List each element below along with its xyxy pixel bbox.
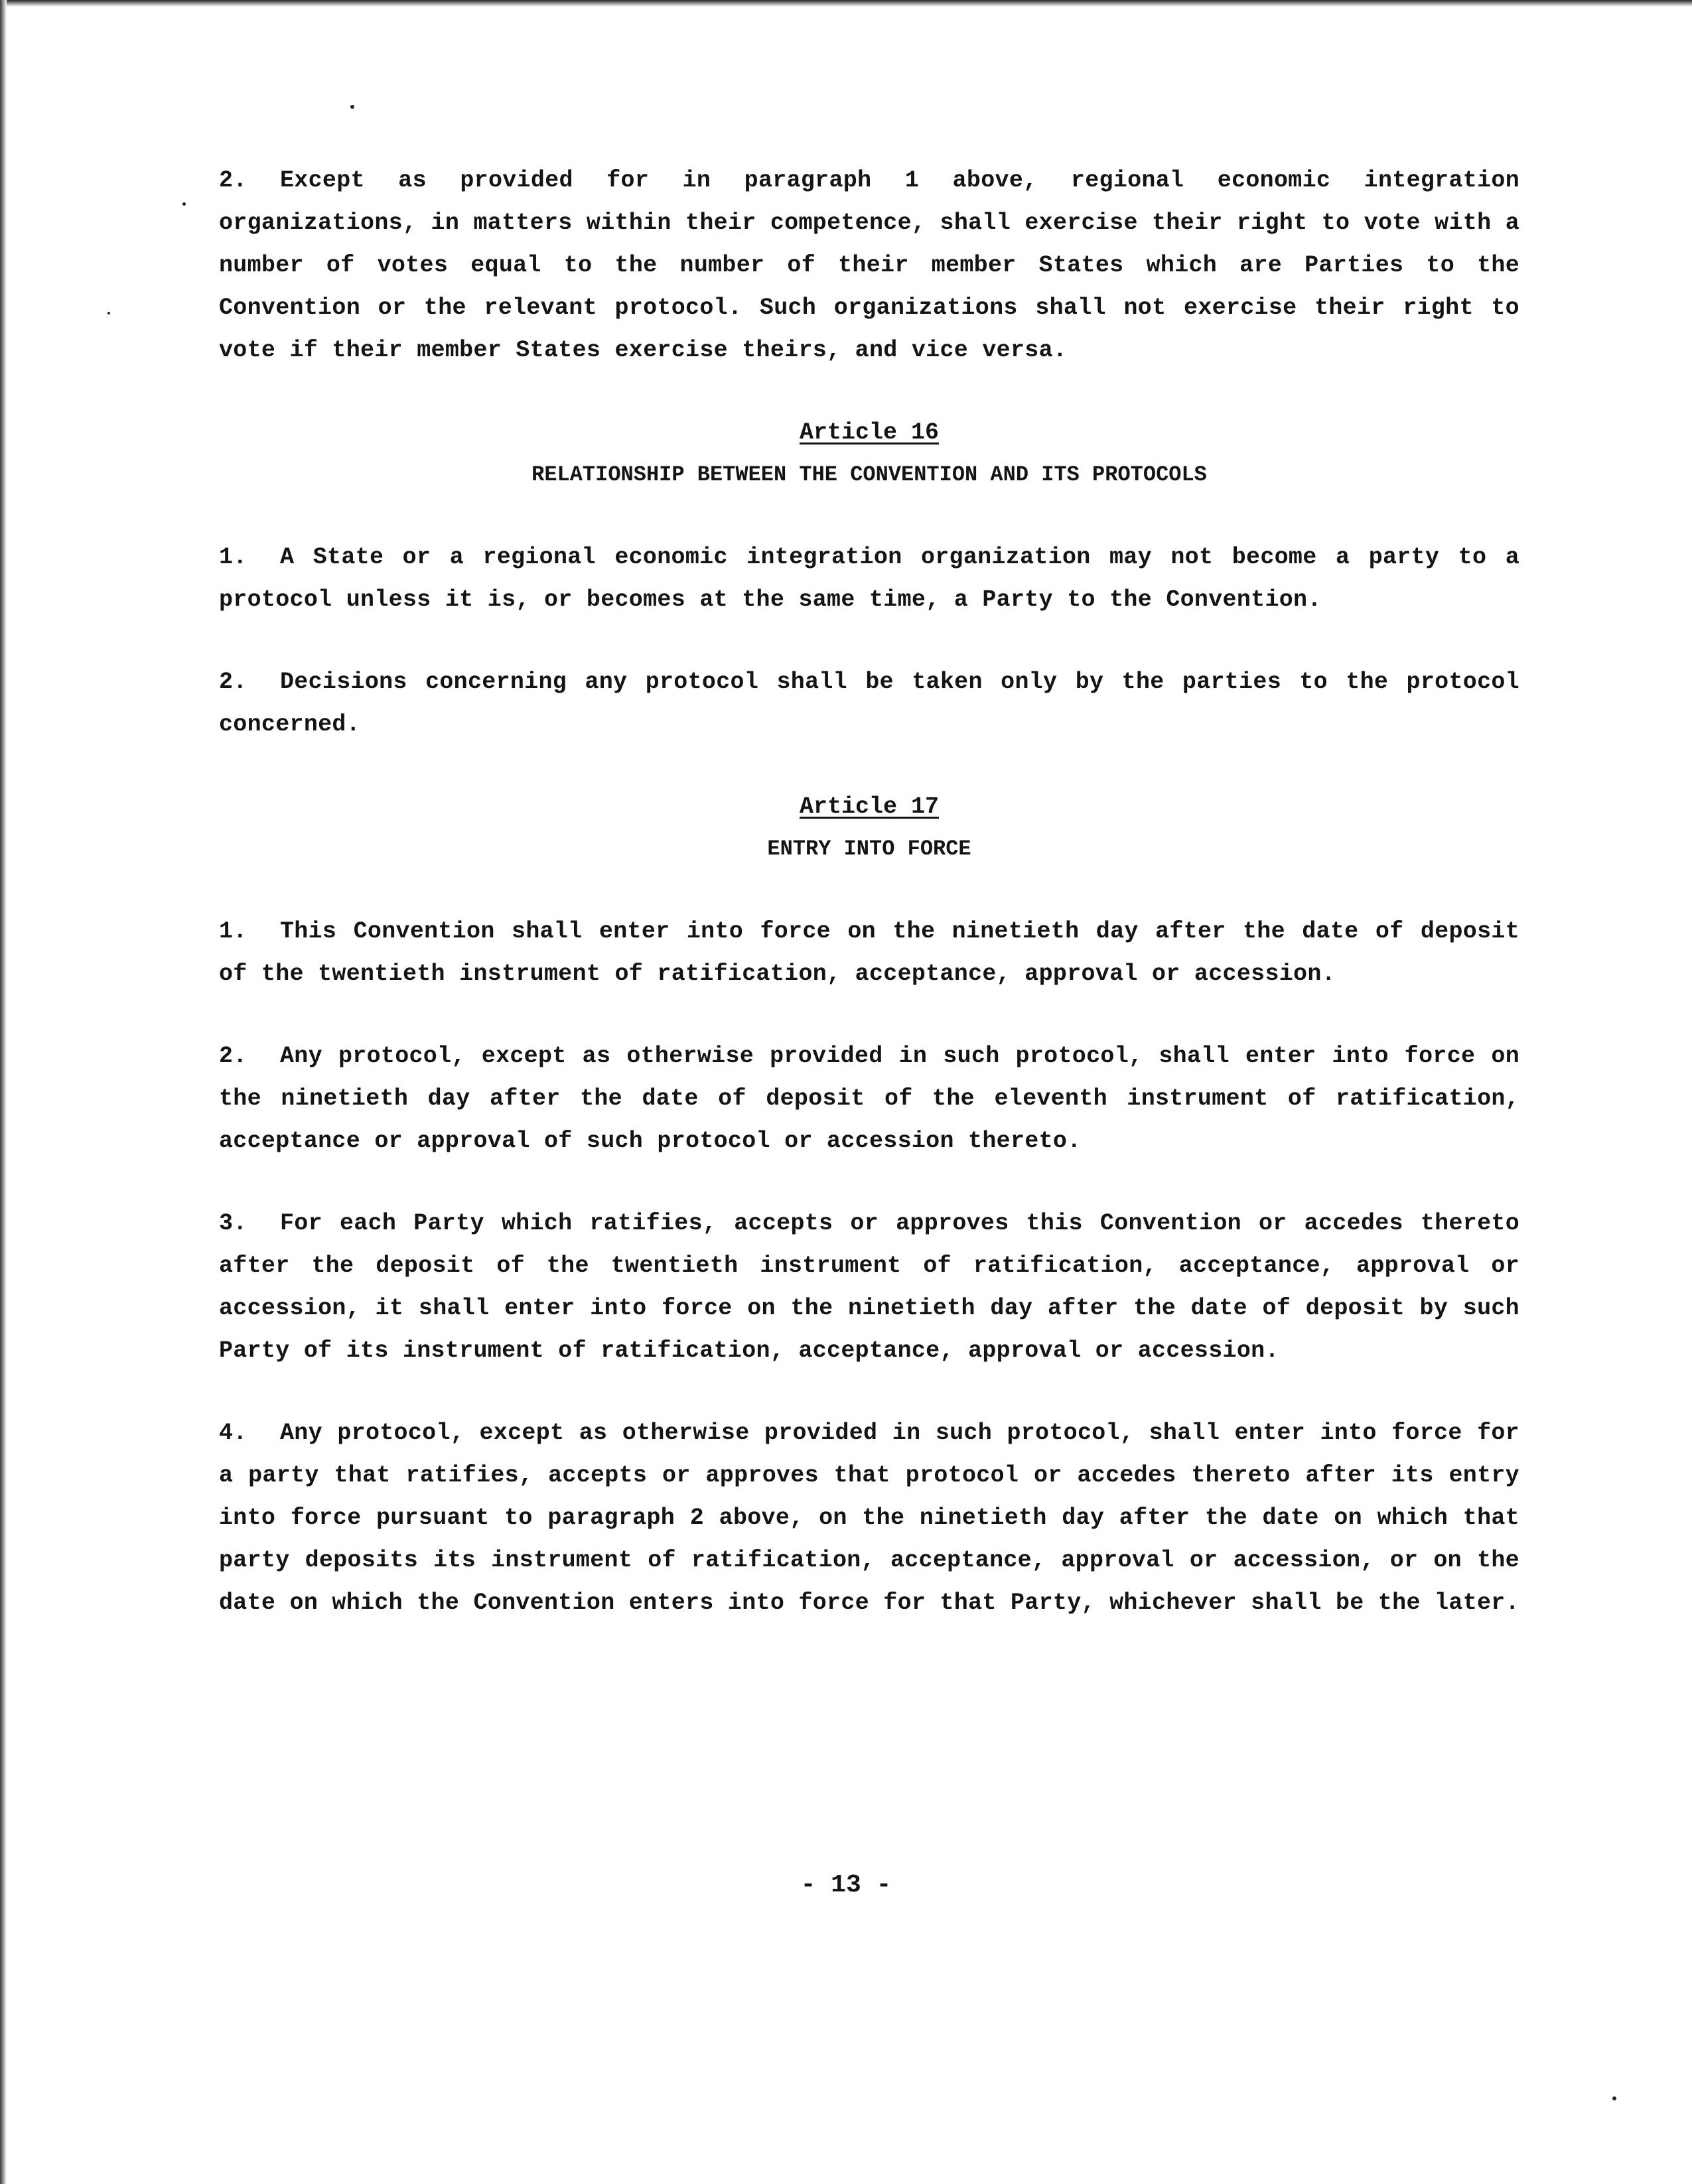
- scan-speck: [350, 105, 354, 109]
- paragraph-number: 2.: [219, 1043, 247, 1069]
- article-16-paragraph-1: [219, 536, 1519, 621]
- paragraph-text: Except as provided for in paragraph 1 above, regional economic integration organizations, in matters within their competence, shall exercise their right to vote with a number of votes equal to the number of their member States which are Parties to the Convention or the relevant protocol. Such organizations shall not exercise their right to vote if their member States exercise theirs, and vice versa.: [219, 167, 1519, 364]
- scan-speck: [182, 202, 186, 206]
- scan-speck: [107, 312, 110, 314]
- article-16-title: Article 16: [799, 419, 940, 446]
- paragraph-number: 2.: [219, 669, 247, 695]
- paragraph-text: Decisions concerning any protocol shall be taken only by the parties to the protocol concerned.: [219, 669, 1519, 738]
- paragraph-text: A State or a regional economic integration organization may not become a party to a protocol unless it is, or becomes at the same time, a Party to the Convention.: [219, 544, 1519, 613]
- article-17-heading: [219, 785, 1519, 828]
- article-16-heading: [219, 411, 1519, 454]
- document-page: [219, 159, 1519, 1664]
- article-16-subtitle: RELATIONSHIP BETWEEN THE CONVENTION AND ITS PROTOCOLS: [531, 462, 1207, 487]
- article-15-paragraph-2: [219, 159, 1519, 372]
- page-number: - 13 -: [800, 1871, 892, 1899]
- scan-edge-left: [0, 0, 7, 2184]
- paragraph-number: 2.: [219, 167, 247, 194]
- scan-edge-top: [0, 0, 1692, 7]
- article-17-paragraph-4: [219, 1412, 1519, 1624]
- paragraph-text: This Convention shall enter into force on the ninetieth day after the date of deposit of the twentieth instrument of ratification, acceptance, approval or accession.: [219, 918, 1519, 987]
- paragraph-number: 1.: [219, 544, 247, 571]
- paragraph-text: Any protocol, except as otherwise provided in such protocol, shall enter into force for a party that ratifies, accepts or approves that protocol or accedes thereto after its entry into force pursuant to paragraph 2 above, on the ninetieth day after the date on which that party deposits its instrument of ratification, acceptance, approval or accession, or on the date on which the Convention enters into force for that Party, whichever shall be the later.: [219, 1420, 1519, 1616]
- article-17-title: Article 17: [799, 793, 940, 820]
- article-17-paragraph-2: [219, 1035, 1519, 1162]
- paragraph-number: 3.: [219, 1210, 247, 1237]
- paragraph-text: Any protocol, except as otherwise provided in such protocol, shall enter into force on the ninetieth day after the date of deposit of the eleventh instrument of ratification, acceptance or approval of such protocol or accession thereto.: [219, 1043, 1519, 1154]
- article-17-paragraph-3: [219, 1202, 1519, 1372]
- article-17-subtitle: ENTRY INTO FORCE: [767, 837, 971, 861]
- paragraph-number: 1.: [219, 918, 247, 945]
- paragraph-number: 4.: [219, 1420, 247, 1446]
- paragraph-text: For each Party which ratifies, accepts or approves this Convention or accedes thereto after the deposit of the twentieth instrument of ratification, acceptance, approval or accession, it shall enter into force on the ninetieth day after the date of deposit by such Party of its instrument of ratification, acceptance, approval or accession.: [219, 1210, 1519, 1364]
- article-16-paragraph-2: [219, 661, 1519, 746]
- article-17-paragraph-1: [219, 910, 1519, 995]
- scan-speck: [1612, 2096, 1616, 2100]
